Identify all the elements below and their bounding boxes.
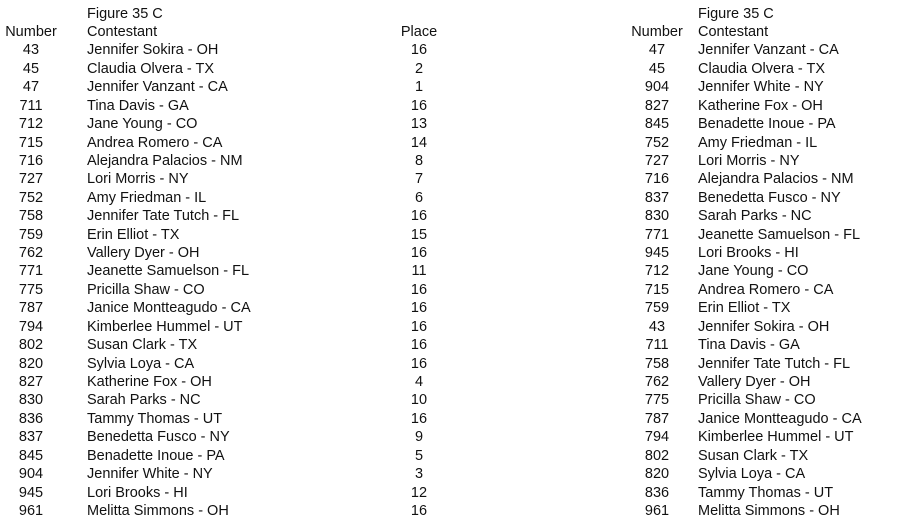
- contestant-number: 727: [18, 171, 44, 188]
- contestant-name: Amy Friedman - IL: [698, 134, 818, 151]
- contestant-name: Sylvia Loya - CA: [698, 466, 806, 483]
- contestant-number: 837: [18, 429, 44, 446]
- contestant-name: Jeanette Samuelson - FL: [87, 263, 250, 280]
- contestant-place: 2: [414, 60, 424, 77]
- contestant-name: Janice Montteagudo - CA: [698, 410, 862, 427]
- contestant-place: 16: [410, 318, 428, 335]
- contestant-number: 43: [648, 318, 666, 335]
- contestant-number: 758: [18, 208, 44, 225]
- contestant-number: 961: [18, 502, 44, 519]
- contestant-place: 12: [410, 484, 428, 501]
- contestant-number: 712: [18, 116, 44, 133]
- contestant-place: 16: [410, 355, 428, 372]
- figure-title: Figure 35 C: [698, 6, 774, 22]
- contestant-name: Jennifer Vanzant - CA: [87, 79, 228, 96]
- contestant-number: 47: [648, 42, 666, 59]
- contestant-number: 759: [644, 300, 670, 317]
- contestant-name: Tina Davis - GA: [698, 337, 800, 354]
- contestant-place: 16: [410, 502, 428, 519]
- contestant-name: Jennifer Sokira - OH: [87, 42, 219, 59]
- contestant-number: 802: [18, 337, 44, 354]
- contestant-number: 787: [644, 410, 670, 427]
- contestant-name: Katherine Fox - OH: [87, 373, 212, 390]
- contestant-name: Jane Young - CO: [698, 263, 809, 280]
- contestant-name: Kimberlee Hummel - UT: [87, 318, 243, 335]
- contestant-number: 827: [18, 373, 44, 390]
- contestant-place: 7: [414, 171, 424, 188]
- contestant-place: 16: [410, 245, 428, 262]
- contestant-number: 775: [644, 392, 670, 409]
- contestant-number: 830: [644, 208, 670, 225]
- contestant-number: 762: [644, 373, 670, 390]
- contestant-name: Jane Young - CO: [87, 116, 198, 133]
- contestant-number: 794: [18, 318, 44, 335]
- contestant-name: Lori Brooks - HI: [87, 484, 188, 501]
- contestant-place: 4: [414, 373, 424, 390]
- contestant-name: Jennifer White - NY: [698, 79, 824, 96]
- contestant-place: 1: [414, 79, 424, 96]
- contestant-number: 47: [22, 79, 40, 96]
- contestant-name: Lori Morris - NY: [698, 152, 800, 169]
- contestant-number: 794: [644, 429, 670, 446]
- contestant-number: 727: [644, 152, 670, 169]
- contestant-number: 752: [644, 134, 670, 151]
- contestant-name: Lori Morris - NY: [87, 171, 189, 188]
- contestant-name: Alejandra Palacios - NM: [698, 171, 854, 188]
- header-number: Number: [5, 24, 57, 40]
- contestant-name: Andrea Romero - CA: [87, 134, 223, 151]
- contestant-place: 3: [414, 466, 424, 483]
- contestant-place: 10: [410, 392, 428, 409]
- contestant-number: 830: [18, 392, 44, 409]
- contestant-number: 716: [644, 171, 670, 188]
- contestant-name: Melitta Simmons - OH: [87, 502, 229, 519]
- contestant-place: 16: [410, 208, 428, 225]
- contestant-name: Jennifer Sokira - OH: [698, 318, 830, 335]
- contestant-name: Vallery Dyer - OH: [87, 245, 200, 262]
- contestant-number: 802: [644, 447, 670, 464]
- contestant-name: Benadette Inoue - PA: [698, 116, 836, 133]
- contestant-place: 13: [410, 116, 428, 133]
- contestant-number: 759: [18, 226, 44, 243]
- contestant-name: Jennifer Tate Tutch - FL: [698, 355, 851, 372]
- contestant-name: Jennifer White - NY: [87, 466, 213, 483]
- contestant-number: 820: [18, 355, 44, 372]
- contestant-place: 9: [414, 429, 424, 446]
- contestant-name: Tammy Thomas - UT: [698, 484, 834, 501]
- contestant-number: 715: [18, 134, 44, 151]
- contestant-number: 837: [644, 189, 670, 206]
- contestant-name: Kimberlee Hummel - UT: [698, 429, 854, 446]
- contestant-number: 836: [644, 484, 670, 501]
- contestant-number: 771: [644, 226, 670, 243]
- contestant-name: Katherine Fox - OH: [698, 97, 823, 114]
- contestant-place: 6: [414, 189, 424, 206]
- contestant-number: 758: [644, 355, 670, 372]
- contestant-name: Claudia Olvera - TX: [698, 60, 826, 77]
- contestant-place: 16: [410, 337, 428, 354]
- contestant-number: 961: [644, 502, 670, 519]
- contestant-number: 43: [22, 42, 40, 59]
- contestant-number: 45: [22, 60, 40, 77]
- header-number: Number: [631, 24, 683, 40]
- contestant-name: Andrea Romero - CA: [698, 281, 834, 298]
- contestant-place: 11: [411, 263, 427, 280]
- contestant-place: 16: [410, 281, 428, 298]
- contestant-name: Amy Friedman - IL: [87, 189, 207, 206]
- contestant-number: 711: [19, 97, 43, 114]
- contestant-place: 16: [410, 410, 428, 427]
- contestant-place: 16: [410, 97, 428, 114]
- contestant-number: 836: [18, 410, 44, 427]
- contestant-name: Alejandra Palacios - NM: [87, 152, 243, 169]
- header-contestant: Contestant: [698, 24, 769, 40]
- contestant-name: Vallery Dyer - OH: [698, 373, 811, 390]
- contestant-place: 16: [410, 300, 428, 317]
- contestant-number: 945: [18, 484, 44, 501]
- contestant-number: 945: [644, 245, 670, 262]
- contestant-number: 904: [644, 79, 670, 96]
- contestant-name: Erin Elliot - TX: [87, 226, 180, 243]
- header-place: Place: [400, 24, 438, 40]
- contestant-number: 711: [645, 337, 669, 354]
- contestant-number: 787: [18, 300, 44, 317]
- contestant-name: Tammy Thomas - UT: [87, 410, 223, 427]
- contestant-name: Erin Elliot - TX: [698, 300, 791, 317]
- contestant-number: 712: [644, 263, 670, 280]
- contestant-name: Susan Clark - TX: [698, 447, 809, 464]
- contestant-place: 8: [414, 152, 424, 169]
- contestant-name: Pricilla Shaw - CO: [87, 281, 205, 298]
- contestant-number: 771: [18, 263, 44, 280]
- contestant-number: 820: [644, 466, 670, 483]
- contestant-number: 775: [18, 281, 44, 298]
- contestant-name: Melitta Simmons - OH: [698, 502, 840, 519]
- contestant-name: Tina Davis - GA: [87, 97, 189, 114]
- contestant-name: Jeanette Samuelson - FL: [698, 226, 861, 243]
- contestant-number: 762: [18, 245, 44, 262]
- contestant-number: 827: [644, 97, 670, 114]
- contestant-name: Lori Brooks - HI: [698, 245, 799, 262]
- contestant-number: 845: [644, 116, 670, 133]
- contestant-name: Benedetta Fusco - NY: [87, 429, 230, 446]
- contestant-place: 14: [410, 134, 428, 151]
- contestant-number: 904: [18, 466, 44, 483]
- contestant-name: Sylvia Loya - CA: [87, 355, 195, 372]
- contestant-name: Janice Montteagudo - CA: [87, 300, 251, 317]
- contestant-place: 15: [410, 226, 428, 243]
- figure-title: Figure 35 C: [87, 6, 163, 22]
- contestant-number: 752: [18, 189, 44, 206]
- contestant-number: 715: [644, 281, 670, 298]
- contestant-place: 16: [410, 42, 428, 59]
- contestant-name: Sarah Parks - NC: [87, 392, 201, 409]
- contestant-number: 716: [18, 152, 44, 169]
- contestant-name: Jennifer Vanzant - CA: [698, 42, 839, 59]
- contestant-name: Benedetta Fusco - NY: [698, 189, 841, 206]
- contestant-number: 845: [18, 447, 44, 464]
- header-contestant: Contestant: [87, 24, 158, 40]
- contestant-name: Pricilla Shaw - CO: [698, 392, 816, 409]
- contestant-name: Susan Clark - TX: [87, 337, 198, 354]
- contestant-number: 45: [648, 60, 666, 77]
- contestant-name: Claudia Olvera - TX: [87, 60, 215, 77]
- contestant-name: Benadette Inoue - PA: [87, 447, 225, 464]
- contestant-place: 5: [414, 447, 424, 464]
- contestant-name: Jennifer Tate Tutch - FL: [87, 208, 240, 225]
- contestant-name: Sarah Parks - NC: [698, 208, 812, 225]
